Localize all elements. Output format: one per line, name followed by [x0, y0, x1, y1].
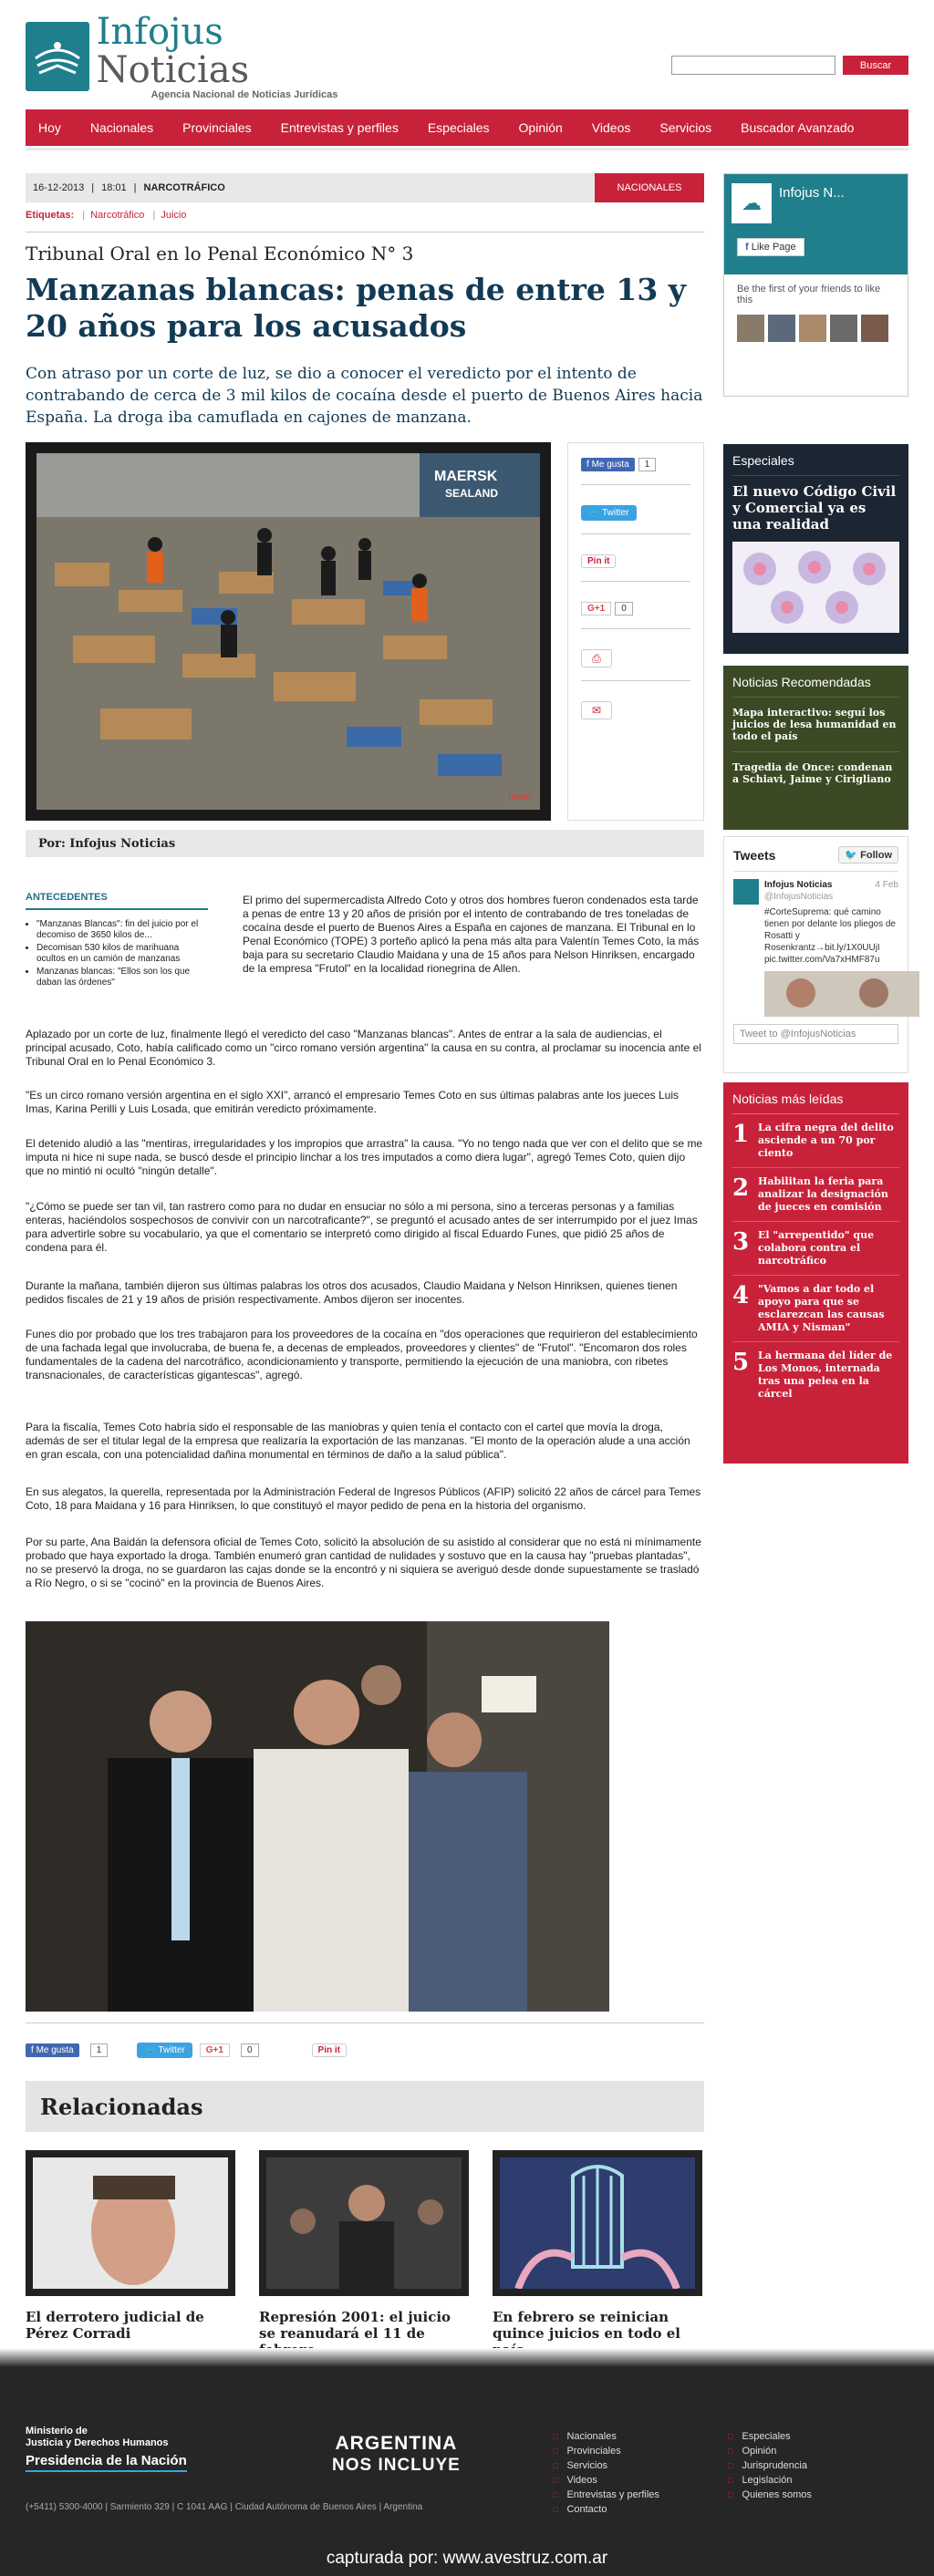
facebook-icon: f — [745, 242, 752, 253]
related-title-text: El derrotero judicial de Pérez Corradi — [26, 2309, 204, 2342]
article-paragraph: Por su parte, Ana Baidán la defensora oficial de Temes Coto, solicitó la absolución de su asistido al considerar que no está ni mínimamente probado que haya exportado la droga. También enumeró gran cantidad de nulidades y sostuvo que en la causa hay "pruebas plantadas", no se preservó la droga, no se guardaron las cajas donde se la encontró y ni siquiera se averiguó desde donde supuestamente se trasladó a Río Negro, o si se "cocinó" en la provincia de Buenos Aires. — [26, 1536, 701, 1589]
tweets-title: Tweets — [733, 847, 776, 863]
especiales-title: Especiales — [732, 453, 899, 476]
twitter-button[interactable]: 🐦 Twitter — [137, 2043, 192, 2058]
related-thumb-crowd — [266, 2157, 462, 2289]
article-section: NARCOTRÁFICO — [143, 182, 225, 193]
fb-like-page-button[interactable]: f Like Page — [737, 238, 804, 256]
nav-entrevistas[interactable]: Entrevistas y perfiles — [280, 120, 399, 135]
like-count: 1 — [638, 458, 657, 471]
tag-link[interactable]: Narcotráfico — [90, 210, 145, 221]
page-avatar: ☁ — [732, 183, 772, 223]
tweet-compose-input[interactable]: Tweet to @InfojusNoticias — [733, 1024, 898, 1044]
nav-servicios[interactable]: Servicios — [659, 120, 712, 135]
article-paragraph: "Es un circo romano versión argentina en el siglo XXI", arrancó el empresario Temes Coto en sus últimas palabras ante los jueces Luis Imas, Karina Perilli y Luis Losada, que emitirán veredicto próximamente. — [26, 1089, 679, 1115]
gplus-count: 0 — [241, 2043, 259, 2057]
byline: Por: Infojus Noticias — [26, 830, 704, 857]
photo-credit: Telam — [506, 792, 531, 802]
defendants-photo — [26, 1621, 609, 2012]
article-paragraph: "¿Cómo se puede ser tan vil, tan rastrero como para no dudar en ensuciar no sólo a mi persona, sino a terceras personas y a familias enteras, haciéndolos sospechosos de convivir con un narcotraficante?", se preguntó el acusado antes de ser interrumpido por el juez Imas para advertirle sobre su vocabulario, ya que el comentario se interpretó como dirigido al fiscal Eduardo Funes, que pidió 25 años de condena para él. — [26, 1200, 698, 1254]
main-nav — [26, 109, 908, 146]
especiales-illustration — [732, 542, 899, 633]
footer-link[interactable]: □ Entrevistas y perfiles — [553, 2489, 659, 2500]
nav-opinion[interactable]: Opinión — [518, 120, 563, 135]
section-badge[interactable]: NACIONALES — [595, 173, 704, 202]
mas-leidas-title: Noticias más leídas — [732, 1091, 899, 1114]
tweet-text: #CorteSuprema: qué camino tienen por delante los pliegos de Rosatti y Rosenkrantz→bit.ly/1X0UUjI pic.twitter.com/Va7xHMF87u — [764, 907, 896, 965]
tweet-author[interactable]: Infojus Noticias — [764, 880, 833, 890]
google-plus-button[interactable]: G+1 — [581, 602, 611, 616]
twitter-widget — [723, 836, 908, 1073]
recomendadas-box — [723, 666, 908, 830]
footer-link[interactable]: □ Contacto — [553, 2504, 659, 2515]
logo-brand: Infojus — [96, 11, 223, 53]
facebook-like-button[interactable]: f Me gusta — [581, 458, 635, 471]
tags-label: Etiquetas: — [26, 210, 75, 221]
mas-leida-item[interactable]: 4 "Vamos a dar todo el apoyo para que se esclarezcan las causas AMIA y Nisman" — [732, 1276, 899, 1342]
avatar — [733, 879, 759, 905]
related-item[interactable] — [259, 2150, 469, 2358]
footer-address: (+5411) 5300-4000 | Sarmiento 329 | C 1041 AAG | Ciudad Autónoma de Buenos Aires | Argentina — [26, 2502, 423, 2512]
rank-number: 4 — [732, 1282, 750, 1309]
nav-provinciales[interactable]: Provinciales — [182, 120, 252, 135]
antecedentes-box — [26, 892, 208, 990]
search-button[interactable]: Buscar — [843, 56, 908, 75]
antecedente-link[interactable]: "Manzanas Blancas": fin del juicio por el decomiso de 3650 kilos de... — [36, 919, 199, 940]
svg-text:MAERSK: MAERSK — [434, 469, 498, 484]
argentina-logo: ARGENTINA NOS INCLUYE — [332, 2433, 461, 2475]
article-headline: Manzanas blancas: penas de entre 13 y 20 años para los acusados — [26, 272, 686, 344]
facebook-icon: f — [31, 2045, 36, 2055]
footer-link[interactable]: □ Servicios — [553, 2460, 659, 2471]
related-item[interactable] — [26, 2150, 235, 2342]
tag-link[interactable]: Juicio — [161, 210, 187, 221]
especiales-box[interactable] — [723, 444, 908, 654]
facebook-widget — [723, 173, 908, 397]
article-paragraph: Para la fiscalía, Temes Coto habría sido el responsable de las maniobras y quien tenía el contacto con el cartel que movía la droga, además de ser el titular legal de la empresa que realizaría la exportación de las manzanas. "El monto de la operación alude a una acción en gran escala, con una potencialidad dañina monumental en términos de daño a la salud pública". — [26, 1421, 690, 1461]
especiales-headline[interactable]: El nuevo Código Civil y Comercial ya es una realidad — [732, 483, 897, 533]
article-paragraph: El detenido aludió a las "mentiras, irregularidades y los impropios que arrastra" la causa. "Yo no tengo nada que ver con el delito que se me imputa ni hice ni supe nada, se buscó desde el principio linchar a los tres imputados a como diera lugar", agregó Temes Coto, quien dijo que no mintió ni ocultó "ningún detalle". — [26, 1137, 703, 1177]
article-time: 18:01 — [101, 182, 127, 193]
svg-text:SEALAND: SEALAND — [445, 487, 499, 500]
article-paragraph: Aplazado por un corte de luz, finalmente llegó el veredicto del caso "Manzanas blancas". Antes de entrar a la sala de audiencias, el principal acusado, Coto, había calificado como un "circo romano versión argentina" la causa en su contra, al proclamar su inocencia ante el Tribunal Oral en lo Penal Económico 3. — [26, 1028, 701, 1068]
article-paragraph: En sus alegatos, la querella, representada por la Administración Federal de Ingresos Públicos (AFIP) solicitó 22 años de cárcel para Temes Coto, 18 para Maidana y 16 para Hinriksen, lo que constituyó el mayor pedido de pena en la historia del organismo. — [26, 1485, 701, 1512]
logo-brand2: Noticias — [96, 49, 250, 91]
footer-fade — [0, 2348, 934, 2367]
avatar — [799, 315, 826, 342]
article-meta: 16-12-2013 | 18:01 | NARCOTRÁFICO — [26, 173, 595, 202]
rank-number: 1 — [732, 1121, 750, 1148]
related-title: Relacionadas — [26, 2081, 704, 2132]
article-photo-2[interactable] — [26, 1621, 609, 2012]
footer-link[interactable]: □ Especiales — [728, 2431, 812, 2442]
mas-leida-item[interactable]: 3 El "arrepentido" que colabora contra el narcotráfico — [732, 1222, 899, 1276]
footer-link[interactable]: □ Quienes somos — [728, 2489, 812, 2500]
tweet-image — [764, 971, 919, 1017]
site-logo[interactable] — [26, 11, 363, 100]
related-thumb-face — [33, 2157, 228, 2289]
article-date: 16-12-2013 — [33, 182, 85, 193]
like-count: 1 — [90, 2043, 109, 2057]
footer-link[interactable]: □ Opinión — [728, 2446, 812, 2457]
twitter-bird-icon: 🐦 — [588, 508, 603, 518]
logo-subtitle: Agencia Nacional de Noticias Jurídicas — [150, 89, 338, 100]
ministry-logo[interactable]: Ministerio de Justicia y Derechos Humanos — [26, 2426, 169, 2448]
search-input[interactable] — [671, 56, 835, 75]
twitter-button[interactable]: 🐦 Twitter — [581, 505, 637, 521]
facebook-like-button[interactable]: f Me gusta — [26, 2043, 79, 2057]
footer-link[interactable]: □ Jurisprudencia — [728, 2460, 812, 2471]
twitter-bird-icon: 🐦 — [845, 850, 861, 861]
twitter-bird-icon: 🐦 — [144, 2045, 159, 2055]
avatar — [861, 315, 888, 342]
facebook-icon: f — [586, 460, 592, 470]
share-row-bottom — [26, 2043, 347, 2058]
share-panel — [567, 442, 704, 821]
footer — [0, 2367, 934, 2576]
article-kicker: Tribunal Oral en lo Penal Económico N° 3 — [26, 243, 414, 264]
gplus-count: 0 — [615, 602, 633, 616]
rank-number: 5 — [732, 1349, 750, 1376]
rank-number: 3 — [732, 1228, 750, 1256]
mas-leida-item[interactable]: 2 Habilitan la feria para analizar la designación de jueces en comisión — [732, 1168, 899, 1222]
recomendada-link[interactable]: Mapa interactivo: seguí los juicios de lesa humanidad en todo el país — [732, 707, 899, 752]
avatar — [737, 315, 764, 342]
print-icon[interactable]: ⎙ — [581, 649, 612, 667]
related-thumb-illustration — [500, 2157, 695, 2289]
fb-page-title[interactable]: Infojus N... — [779, 185, 845, 201]
presidencia-label: Presidencia de la Nación — [26, 2453, 187, 2472]
fb-friends-text: Be the first of your friends to like this — [737, 284, 881, 305]
article-lead: Con atraso por un corte de luz, se dio a conocer el veredicto por el intento de contrabando de cerca de 3 mil kilos de cocaína desde el puerto de Buenos Aires hacia España. La droga iba camuflada en cajones de manzana. — [26, 365, 703, 427]
article-paragraph: El primo del supermercadista Alfredo Coto y otros dos hombres fueron condenados esta tarde a penas de entre 13 y 20 años de prisión por el intento de contrabando de tres toneladas de cocaína desde el puerto de Buenos Aires a España en cajones de manzana. El Tribunal en lo Penal Económico (TOPE) 3 porteño aplicó la pena más alta para Valentín Temes Coto, la más baja para su secretario Claudio Maidana y una de 15 años para Nelson Hinriksen, encargado de la empresa "Frutol" en la localidad rionegrina de Allen. — [243, 894, 700, 975]
antecedente-link[interactable]: Manzanas blancas: "Ellos son los que daban las órdenes" — [36, 967, 191, 988]
article-paragraph: Funes dio por probado que los tres trabajaron para los proveedores de la cocaína en "dos operaciones que requirieron del establecimiento de una fachada legal que involucraba, de buena fe, a decenas de empleados, proveedores y clientes" de "Frutol". "Encomaron dos roles fundamentales de la cadena del narcotráfico, acondicionamiento y transporte, permitiendo la ejecución de una maniobra, con ribetes transnacionales, de características gigantescas", agregó. — [26, 1328, 698, 1381]
capture-watermark: capturada por: www.avestruz.com.ar — [326, 2549, 608, 2568]
antecedente-link[interactable]: Decomisan 530 kilos de marihuana ocultos en un camión de manzanas — [36, 943, 181, 964]
nav-nacionales[interactable]: Nacionales — [89, 120, 154, 135]
fb-friend-avatars — [724, 315, 908, 342]
tweet-handle: @InfojusNoticias — [764, 892, 834, 902]
seized-boxes-photo — [36, 453, 540, 810]
footer-link[interactable]: □ Legislación — [728, 2475, 812, 2486]
avatar — [830, 315, 857, 342]
mas-leida-item[interactable]: 5 La hermana del líder de Los Monos, internada tras una pelea en la cárcel — [732, 1349, 893, 1400]
related-item[interactable] — [493, 2150, 702, 2358]
antecedentes-title: ANTECEDENTES — [26, 892, 208, 910]
mas-leida-item[interactable]: 1 La cifra negra del delito asciende a un 70 por ciento — [732, 1114, 899, 1168]
nav-divider — [26, 148, 908, 150]
related-title-text: Represión 2001: el juicio se reanudará el 11 de — [259, 2309, 451, 2342]
book-logo-icon — [26, 22, 89, 91]
nav-videos[interactable]: Videos — [591, 120, 631, 135]
pinterest-button[interactable]: Pin it — [581, 554, 616, 568]
nav-buscador[interactable]: Buscador Avanzado — [741, 120, 855, 135]
footer-link[interactable]: □ Videos — [553, 2475, 659, 2486]
tags: Etiquetas: | Narcotráfico | Juicio — [26, 210, 187, 221]
nav-hoy[interactable]: Hoy — [38, 120, 61, 135]
footer-link[interactable]: □ Nacionales — [553, 2431, 659, 2442]
email-icon[interactable]: ✉ — [581, 701, 612, 719]
divider — [26, 232, 704, 233]
follow-button[interactable]: 🐦 Follow — [838, 846, 898, 864]
related-title-text: En febrero se reinician quince juicios en todo el — [493, 2309, 680, 2342]
article-paragraph: Durante la mañana, también dijeron sus últimas palabras los otros dos acusados, Claudio Maidana y Nelson Hinriksen, quienes tienen pedidos fiscales de 21 y 19 años de prisión respectivamente. Ambos dijeron ser inocentes. — [26, 1279, 678, 1306]
recomendadas-title: Noticias Recomendadas — [732, 675, 899, 698]
article-photo[interactable] — [26, 442, 551, 821]
mas-leidas-box — [723, 1082, 908, 1464]
tweet-date: 4 Feb — [875, 880, 898, 890]
avatar — [768, 315, 795, 342]
nav-especiales[interactable]: Especiales — [427, 120, 490, 135]
footer-link[interactable]: □ Provinciales — [553, 2446, 659, 2457]
pinterest-button[interactable]: Pin it — [312, 2043, 347, 2057]
rank-number: 2 — [732, 1174, 750, 1202]
google-plus-button[interactable]: G+1 — [200, 2043, 230, 2057]
recomendada-link[interactable]: Tragedia de Once: condenan a Schiavi, Jaime y Cirigliano — [732, 761, 893, 785]
